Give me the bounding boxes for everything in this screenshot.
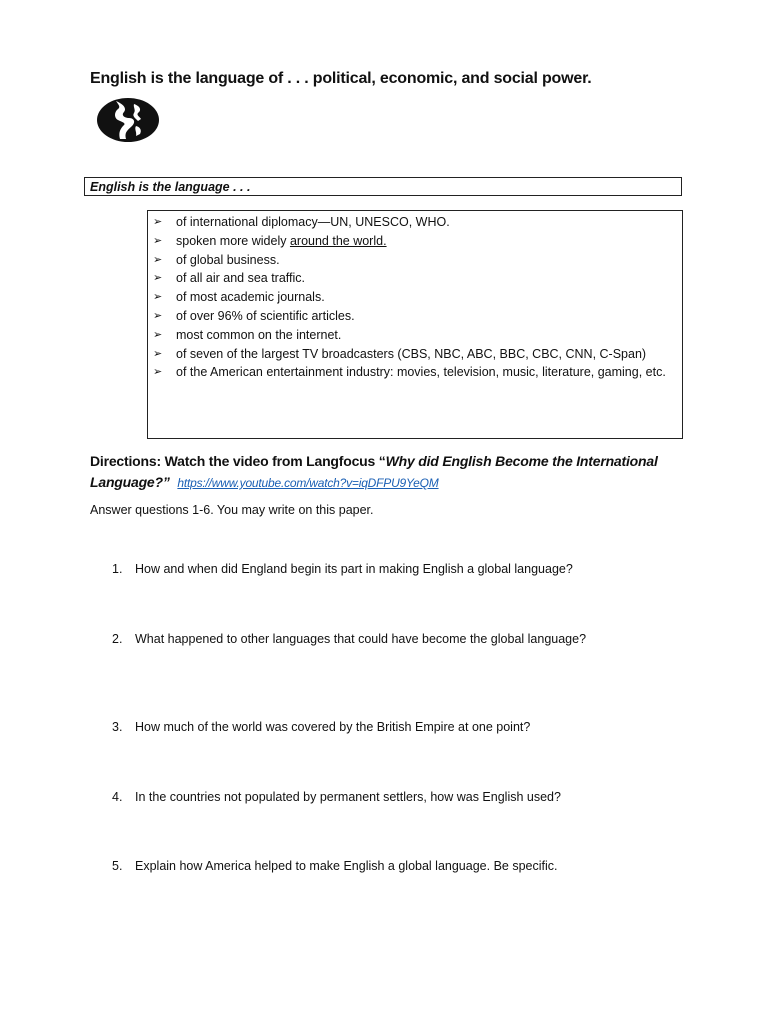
arrow-bullet-icon: ➢ xyxy=(153,272,163,285)
question-4 xyxy=(112,789,561,805)
question-2 xyxy=(112,631,586,647)
globe-head-icon xyxy=(96,96,160,144)
arrow-bullet-icon: ➢ xyxy=(153,291,163,304)
underlined-text: around the world. xyxy=(289,233,387,248)
video-link[interactable]: https://www.youtube.com/watch?v=iqDFPU9YeQM xyxy=(177,476,439,490)
answer-instructions: Answer questions 1-6. You may write on this paper. xyxy=(90,503,374,517)
question-number: 3. xyxy=(112,720,123,734)
question-1 xyxy=(112,561,573,577)
question-text: What happened to other languages that could have become the global language? xyxy=(135,632,587,646)
list-item: ➢ of over 96% of scientific articles. xyxy=(153,307,674,326)
video-title: Why did English Become the International Language?” xyxy=(90,453,658,490)
arrow-bullet-icon: ➢ xyxy=(153,216,163,228)
list-item: ➢ of international diplomacy—UN, UNESCO, WHO. xyxy=(153,213,674,232)
list-item: ➢ of global business. xyxy=(153,251,674,270)
arrow-bullet-icon: ➢ xyxy=(153,347,163,360)
question-number: 4. xyxy=(112,790,123,804)
arrow-bullet-icon: ➢ xyxy=(153,234,163,247)
question-text: How and when did England begin its part in making English a global language? xyxy=(135,562,573,576)
arrow-bullet-icon: ➢ xyxy=(153,328,163,341)
bullet-box xyxy=(147,210,683,439)
question-text: In the countries not populated by permanent settlers, how was English used? xyxy=(135,790,561,804)
question-text: Explain how America helped to make English a global language. Be specific. xyxy=(135,859,558,873)
arrow-bullet-icon: ➢ xyxy=(153,366,163,379)
question-number: 1. xyxy=(112,562,123,576)
directions xyxy=(90,451,690,494)
question-number: 2. xyxy=(112,632,123,646)
question-3 xyxy=(112,719,530,735)
list-item: ➢ of most academic journals. xyxy=(153,288,674,307)
bullet-list xyxy=(153,213,674,382)
question-text: How much of the world was covered by the British Empire at one point? xyxy=(135,720,531,734)
question-number: 5. xyxy=(112,859,123,873)
list-item: ➢ of all air and sea traffic. xyxy=(153,269,674,288)
list-item: ➢ most common on the internet. xyxy=(153,326,674,345)
language-header-box: English is the language . . . xyxy=(84,177,682,196)
list-item: ➢ of seven of the largest TV broadcasters (CBS, NBC, ABC, BBC, CBC, CNN, C-Span) xyxy=(153,345,674,364)
list-item: ➢ spoken more widely around the world. xyxy=(153,232,674,251)
page-title: English is the language of . . . political, economic, and social power. xyxy=(90,70,592,87)
arrow-bullet-icon: ➢ xyxy=(153,253,163,266)
list-item: ➢ of the American entertainment industry: movies, television, music, literature, gaming, etc. xyxy=(153,363,674,382)
directions-prefix: Directions: Watch the video from Langfocus “ xyxy=(90,453,386,469)
arrow-bullet-icon: ➢ xyxy=(153,309,163,322)
question-5 xyxy=(112,858,557,874)
